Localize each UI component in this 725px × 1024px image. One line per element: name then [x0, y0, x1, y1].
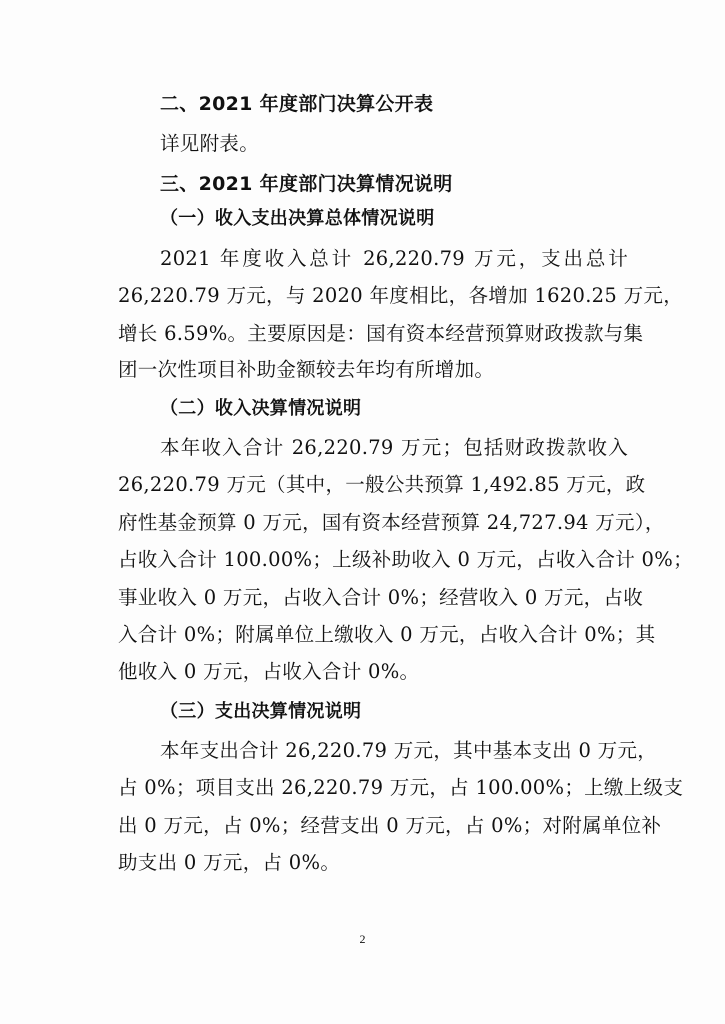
sub3-line-1: 本年支出合计 26,220.79 万元，其中基本支出 0 万元，: [160, 739, 658, 762]
sub3-line-3: 出 0 万元，占 0%；经营支出 0 万元，占 0%；对附属单位补: [118, 814, 662, 837]
sub2-line-6: 入合计 0%；附属单位上缴收入 0 万元，占收入合计 0%；其: [118, 623, 656, 646]
sub2-line-1: 本年收入合计 26,220.79 万元；包括财政拨款收入: [160, 436, 628, 459]
sub2-line-5: 事业收入 0 万元，占收入合计 0%；经营收入 0 万元，占收: [118, 586, 644, 609]
subsection-1-title: （一）收入支出决算总体情况说明: [160, 208, 435, 229]
section-2-title: 二、2021 年度部门决算公开表: [160, 93, 434, 115]
section-2-body: 详见附表。: [160, 132, 260, 155]
subsection-2-title: （二）收入决算情况说明: [160, 398, 362, 419]
subsection-3-title: （三）支出决算情况说明: [160, 701, 362, 722]
sub1-line-1: 2021 年度收入总计 26,220.79 万元，支出总计: [160, 247, 628, 270]
sub2-line-3: 府性基金预算 0 万元，国有资本经营预算 24,727.94 万元），: [118, 511, 665, 534]
sub2-line-4: 占收入合计 100.00%；上级补助收入 0 万元，占收入合计 0%；: [118, 548, 693, 571]
sub1-line-3: 增长 6.59%。主要原因是：国有资本经营预算财政拨款与集: [118, 322, 644, 345]
section-3-title: 三、2021 年度部门决算情况说明: [160, 173, 453, 195]
sub2-line-2: 26,220.79 万元（其中，一般公共预算 1,492.85 万元，政: [118, 473, 646, 496]
sub1-line-4: 团一次性项目补助金额较去年均有所增加。: [118, 358, 495, 381]
sub1-line-2: 26,220.79 万元，与 2020 年度相比，各增加 1620.25 万元，: [118, 284, 683, 307]
sub3-line-4: 助支出 0 万元，占 0%。: [118, 851, 341, 874]
sub3-line-2: 占 0%；项目支出 26,220.79 万元，占 100.00%；上缴上级支: [118, 776, 684, 799]
page-number: 2: [359, 932, 366, 946]
sub2-line-7: 他收入 0 万元，占收入合计 0%。: [118, 660, 420, 683]
